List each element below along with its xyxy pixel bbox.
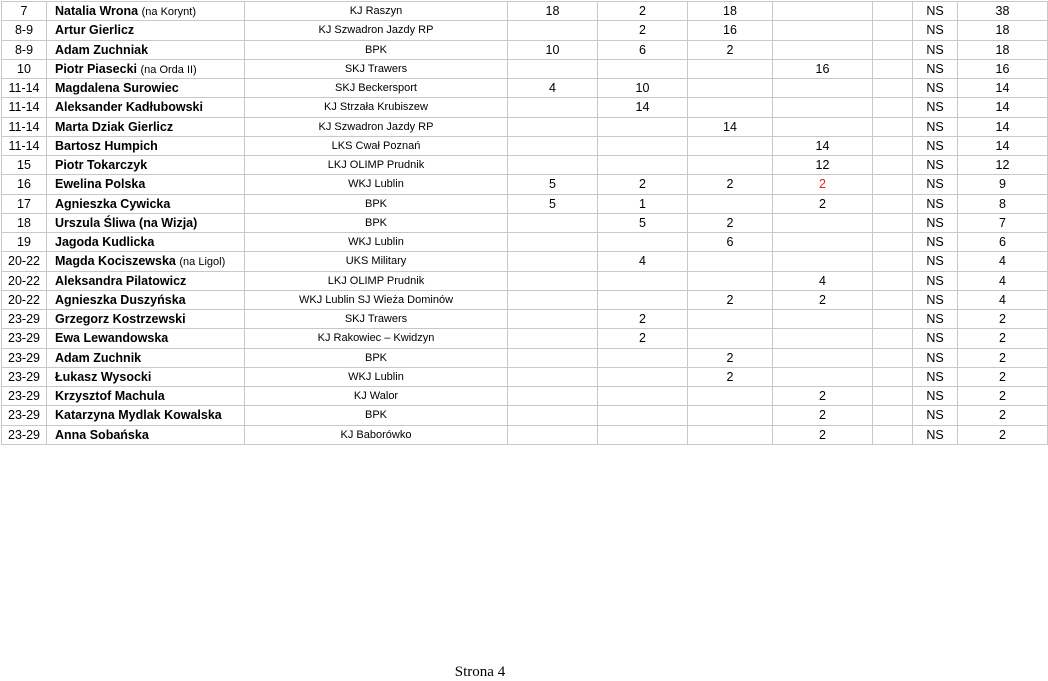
club-cell: LKJ OLIMP Prudnik: [245, 271, 508, 290]
score-cell-4: [773, 329, 873, 348]
table-row: [2, 2, 1048, 21]
score-cell-3: [688, 425, 773, 444]
score-cell-4: [773, 367, 873, 386]
rider-name-cell: [47, 406, 245, 425]
score-cell-1: 18: [508, 2, 598, 21]
rider-name: Artur Gierlicz: [55, 23, 135, 38]
rider-name-cell: [47, 40, 245, 59]
rider-name-cell: [47, 21, 245, 40]
score-cell-2: [598, 59, 688, 78]
club-cell: KJ Walor: [245, 387, 508, 406]
rider-name: Katarzyna Mydlak Kowalska: [55, 408, 222, 423]
club-cell: KJ Rakowiec – Kwidzyn: [245, 329, 508, 348]
total-cell: 18: [958, 21, 1048, 40]
rider-name-cell: [47, 117, 245, 136]
score-cell-5: [873, 98, 913, 117]
rider-name-cell: [47, 387, 245, 406]
club-cell: LKJ OLIMP Prudnik: [245, 156, 508, 175]
rider-name-cell: [47, 425, 245, 444]
table-row: [2, 348, 1048, 367]
total-cell: 2: [958, 329, 1048, 348]
score-cell-2: [598, 348, 688, 367]
rider-name-cell: [47, 79, 245, 98]
score-cell-1: [508, 136, 598, 155]
ns-cell: NS: [913, 59, 958, 78]
total-cell: 6: [958, 233, 1048, 252]
rider-name-cell: [47, 329, 245, 348]
place-cell: 23-29: [2, 310, 47, 329]
score-cell-1: [508, 310, 598, 329]
place-cell: 23-29: [2, 425, 47, 444]
table-row: [2, 156, 1048, 175]
score-cell-2: [598, 290, 688, 309]
rider-name: Agnieszka Duszyńska: [55, 292, 186, 307]
score-cell-3: [688, 79, 773, 98]
score-cell-4: 12: [773, 156, 873, 175]
table-row: [2, 213, 1048, 232]
total-cell: 14: [958, 136, 1048, 155]
score-cell-4: [773, 233, 873, 252]
rider-name: Magdalena Surowiec: [55, 81, 179, 96]
total-cell: 14: [958, 79, 1048, 98]
score-cell-4: 2: [773, 406, 873, 425]
total-cell: 12: [958, 156, 1048, 175]
table-row: [2, 233, 1048, 252]
score-cell-1: [508, 117, 598, 136]
total-cell: 8: [958, 194, 1048, 213]
score-cell-5: [873, 367, 913, 386]
ns-cell: NS: [913, 194, 958, 213]
club-cell: WKJ Lublin: [245, 175, 508, 194]
score-cell-3: 6: [688, 233, 773, 252]
ns-cell: NS: [913, 290, 958, 309]
score-cell-5: [873, 329, 913, 348]
score-cell-2: 2: [598, 2, 688, 21]
total-cell: 9: [958, 175, 1048, 194]
score-cell-1: [508, 213, 598, 232]
table-row: [2, 252, 1048, 271]
score-cell-1: 5: [508, 194, 598, 213]
score-cell-4: 2: [773, 387, 873, 406]
table-row: [2, 387, 1048, 406]
table-row: [2, 98, 1048, 117]
score-cell-5: [873, 117, 913, 136]
score-cell-1: [508, 406, 598, 425]
rider-name-cell: [47, 194, 245, 213]
ns-cell: NS: [913, 40, 958, 59]
place-cell: 20-22: [2, 252, 47, 271]
score-cell-3: 2: [688, 367, 773, 386]
score-cell-4: [773, 310, 873, 329]
ns-cell: NS: [913, 406, 958, 425]
place-cell: 7: [2, 2, 47, 21]
score-cell-3: 14: [688, 117, 773, 136]
place-cell: 19: [2, 233, 47, 252]
score-cell-5: [873, 290, 913, 309]
club-cell: SKJ Beckersport: [245, 79, 508, 98]
place-cell: 11-14: [2, 98, 47, 117]
place-cell: 20-22: [2, 290, 47, 309]
score-cell-1: 4: [508, 79, 598, 98]
rider-name: Natalia Wrona: [55, 4, 139, 19]
rider-name: Aleksandra Pilatowicz: [55, 273, 187, 288]
score-cell-1: [508, 348, 598, 367]
rider-name-cell: [47, 98, 245, 117]
ns-cell: NS: [913, 233, 958, 252]
score-cell-5: [873, 425, 913, 444]
score-cell-2: 10: [598, 79, 688, 98]
rider-name: Agnieszka Cywicka: [55, 196, 171, 211]
score-cell-1: [508, 98, 598, 117]
rider-name: Anna Sobańska: [55, 427, 149, 442]
results-table: [1, 1, 1048, 445]
total-cell: 2: [958, 425, 1048, 444]
table-row: [2, 271, 1048, 290]
ns-cell: NS: [913, 348, 958, 367]
score-cell-1: [508, 21, 598, 40]
rider-name: Ewa Lewandowska: [55, 331, 169, 346]
score-cell-3: [688, 271, 773, 290]
place-cell: 15: [2, 156, 47, 175]
place-cell: 10: [2, 59, 47, 78]
score-cell-2: [598, 425, 688, 444]
ns-cell: NS: [913, 271, 958, 290]
total-cell: 38: [958, 2, 1048, 21]
horse-note: (na Orda II): [140, 63, 197, 76]
club-cell: WKJ Lublin: [245, 367, 508, 386]
score-cell-3: [688, 156, 773, 175]
score-cell-5: [873, 348, 913, 367]
table-row: [2, 367, 1048, 386]
club-cell: WKJ Lublin SJ Wieża Dominów: [245, 290, 508, 309]
rider-name-cell: [47, 233, 245, 252]
score-cell-4: [773, 348, 873, 367]
score-cell-4: [773, 117, 873, 136]
place-cell: 23-29: [2, 367, 47, 386]
score-cell-1: [508, 290, 598, 309]
score-cell-3: [688, 194, 773, 213]
ns-cell: NS: [913, 387, 958, 406]
total-cell: 2: [958, 367, 1048, 386]
club-cell: BPK: [245, 40, 508, 59]
place-cell: 11-14: [2, 136, 47, 155]
score-cell-5: [873, 156, 913, 175]
score-cell-2: [598, 406, 688, 425]
place-cell: 11-14: [2, 117, 47, 136]
ns-cell: NS: [913, 117, 958, 136]
score-cell-5: [873, 175, 913, 194]
rider-name-cell: [47, 252, 245, 271]
club-cell: KJ Szwadron Jazdy RP: [245, 117, 508, 136]
ns-cell: NS: [913, 425, 958, 444]
total-cell: 4: [958, 252, 1048, 271]
table-row: [2, 21, 1048, 40]
table-row: [2, 136, 1048, 155]
score-cell-3: [688, 387, 773, 406]
rider-name-cell: [47, 59, 245, 78]
score-cell-1: [508, 252, 598, 271]
rider-name: Marta Dziak Gierlicz: [55, 119, 174, 134]
total-cell: 18: [958, 40, 1048, 59]
club-cell: BPK: [245, 348, 508, 367]
place-cell: 23-29: [2, 387, 47, 406]
ns-cell: NS: [913, 213, 958, 232]
score-cell-5: [873, 233, 913, 252]
place-cell: 8-9: [2, 21, 47, 40]
score-cell-2: 5: [598, 213, 688, 232]
score-cell-4: [773, 252, 873, 271]
rider-name-cell: [47, 175, 245, 194]
total-cell: 4: [958, 290, 1048, 309]
total-cell: 2: [958, 387, 1048, 406]
rider-name: Łukasz Wysocki: [55, 369, 152, 384]
ns-cell: NS: [913, 156, 958, 175]
score-cell-2: [598, 117, 688, 136]
score-cell-3: 16: [688, 21, 773, 40]
club-cell: SKJ Trawers: [245, 310, 508, 329]
score-cell-2: [598, 271, 688, 290]
rider-name: Grzegorz Kostrzewski: [55, 312, 186, 327]
table-row: [2, 40, 1048, 59]
total-cell: 2: [958, 348, 1048, 367]
ns-cell: NS: [913, 98, 958, 117]
ns-cell: NS: [913, 175, 958, 194]
horse-note: (na Korynt): [141, 6, 197, 19]
club-cell: LKS Cwał Poznań: [245, 136, 508, 155]
score-cell-4: [773, 213, 873, 232]
table-row: [2, 329, 1048, 348]
ns-cell: NS: [913, 79, 958, 98]
score-cell-5: [873, 213, 913, 232]
place-cell: 8-9: [2, 40, 47, 59]
table-row: [2, 290, 1048, 309]
score-cell-2: [598, 136, 688, 155]
rider-name: Ewelina Polska: [55, 177, 146, 192]
ns-cell: NS: [913, 252, 958, 271]
table-row: [2, 59, 1048, 78]
table-row: [2, 425, 1048, 444]
place-cell: 20-22: [2, 271, 47, 290]
score-cell-4: 2: [773, 425, 873, 444]
score-cell-3: [688, 406, 773, 425]
score-cell-3: [688, 59, 773, 78]
score-cell-4: 16: [773, 59, 873, 78]
score-cell-3: [688, 329, 773, 348]
score-cell-1: [508, 233, 598, 252]
place-cell: 23-29: [2, 329, 47, 348]
score-cell-2: 2: [598, 329, 688, 348]
score-cell-3: 2: [688, 290, 773, 309]
score-cell-1: [508, 367, 598, 386]
rider-name-cell: [47, 348, 245, 367]
horse-note: (na Ligol): [179, 256, 226, 269]
club-cell: KJ Szwadron Jazdy RP: [245, 21, 508, 40]
total-cell: 4: [958, 271, 1048, 290]
place-cell: 23-29: [2, 406, 47, 425]
rider-name-cell: [47, 310, 245, 329]
score-cell-5: [873, 387, 913, 406]
page-footer: Strona 4: [454, 664, 506, 680]
score-cell-3: [688, 98, 773, 117]
score-cell-1: 10: [508, 40, 598, 59]
score-cell-5: [873, 21, 913, 40]
score-cell-5: [873, 40, 913, 59]
rider-name-cell: [47, 290, 245, 309]
rider-name: Magda Kociszewska: [55, 254, 176, 269]
score-cell-5: [873, 406, 913, 425]
ns-cell: NS: [913, 2, 958, 21]
ns-cell: NS: [913, 136, 958, 155]
club-cell: KJ Strzała Krubiszew: [245, 98, 508, 117]
score-cell-3: 2: [688, 348, 773, 367]
place-cell: 16: [2, 175, 47, 194]
club-cell: BPK: [245, 213, 508, 232]
score-cell-3: 2: [688, 40, 773, 59]
score-cell-4: 2: [773, 175, 873, 194]
score-cell-5: [873, 194, 913, 213]
score-cell-4: 4: [773, 271, 873, 290]
score-cell-1: [508, 387, 598, 406]
score-cell-3: 2: [688, 213, 773, 232]
rider-name-cell: [47, 136, 245, 155]
rider-name: Jagoda Kudlicka: [55, 235, 155, 250]
rider-name-cell: [47, 156, 245, 175]
score-cell-2: 14: [598, 98, 688, 117]
club-cell: KJ Raszyn: [245, 2, 508, 21]
table-row: [2, 117, 1048, 136]
score-cell-5: [873, 310, 913, 329]
total-cell: 14: [958, 117, 1048, 136]
score-cell-4: [773, 79, 873, 98]
total-cell: 2: [958, 406, 1048, 425]
club-cell: UKS Military: [245, 252, 508, 271]
ns-cell: NS: [913, 310, 958, 329]
score-cell-1: [508, 59, 598, 78]
score-cell-1: [508, 156, 598, 175]
score-cell-5: [873, 136, 913, 155]
score-cell-3: 18: [688, 2, 773, 21]
club-cell: BPK: [245, 194, 508, 213]
rider-name-cell: [47, 271, 245, 290]
total-cell: 7: [958, 213, 1048, 232]
score-cell-2: 2: [598, 175, 688, 194]
score-cell-1: [508, 271, 598, 290]
score-cell-2: 6: [598, 40, 688, 59]
score-cell-2: [598, 387, 688, 406]
score-cell-2: [598, 367, 688, 386]
club-cell: WKJ Lublin: [245, 233, 508, 252]
score-cell-5: [873, 271, 913, 290]
club-cell: SKJ Trawers: [245, 59, 508, 78]
place-cell: 11-14: [2, 79, 47, 98]
place-cell: 17: [2, 194, 47, 213]
ns-cell: NS: [913, 329, 958, 348]
rider-name: Piotr Tokarczyk: [55, 158, 148, 173]
total-cell: 2: [958, 310, 1048, 329]
total-cell: 16: [958, 59, 1048, 78]
rider-name-cell: [47, 213, 245, 232]
club-cell: BPK: [245, 406, 508, 425]
score-cell-2: 4: [598, 252, 688, 271]
ns-cell: NS: [913, 367, 958, 386]
score-cell-1: 5: [508, 175, 598, 194]
score-cell-4: [773, 40, 873, 59]
score-cell-4: 2: [773, 290, 873, 309]
place-cell: 18: [2, 213, 47, 232]
score-cell-4: [773, 21, 873, 40]
score-cell-2: [598, 156, 688, 175]
score-cell-4: 14: [773, 136, 873, 155]
ns-cell: NS: [913, 21, 958, 40]
rider-name-cell: [47, 367, 245, 386]
rider-name: Adam Zuchnik: [55, 350, 142, 365]
club-cell: KJ Baborówko: [245, 425, 508, 444]
rider-name: Krzysztof Machula: [55, 389, 165, 404]
score-cell-4: [773, 2, 873, 21]
table-row: [2, 310, 1048, 329]
score-cell-3: [688, 136, 773, 155]
score-cell-4: [773, 98, 873, 117]
score-cell-5: [873, 2, 913, 21]
score-cell-2: [598, 233, 688, 252]
table-row: [2, 79, 1048, 98]
rider-name: Piotr Piasecki: [55, 61, 137, 76]
score-cell-3: [688, 252, 773, 271]
score-cell-2: 1: [598, 194, 688, 213]
place-cell: 23-29: [2, 348, 47, 367]
table-row: [2, 406, 1048, 425]
results-table-body: [2, 2, 1048, 445]
score-cell-2: 2: [598, 21, 688, 40]
score-cell-2: 2: [598, 310, 688, 329]
rider-name: Aleksander Kadłubowski: [55, 100, 203, 115]
score-cell-1: [508, 329, 598, 348]
rider-name-cell: [47, 2, 245, 21]
score-cell-5: [873, 252, 913, 271]
table-row: [2, 194, 1048, 213]
rider-name: Adam Zuchniak: [55, 42, 149, 57]
table-row: [2, 175, 1048, 194]
score-cell-1: [508, 425, 598, 444]
score-cell-3: 2: [688, 175, 773, 194]
total-cell: 14: [958, 98, 1048, 117]
score-cell-3: [688, 310, 773, 329]
score-cell-4: 2: [773, 194, 873, 213]
rider-name: Urszula Śliwa (na Wizja): [55, 215, 198, 230]
score-cell-5: [873, 59, 913, 78]
rider-name: Bartosz Humpich: [55, 138, 158, 153]
score-cell-5: [873, 79, 913, 98]
